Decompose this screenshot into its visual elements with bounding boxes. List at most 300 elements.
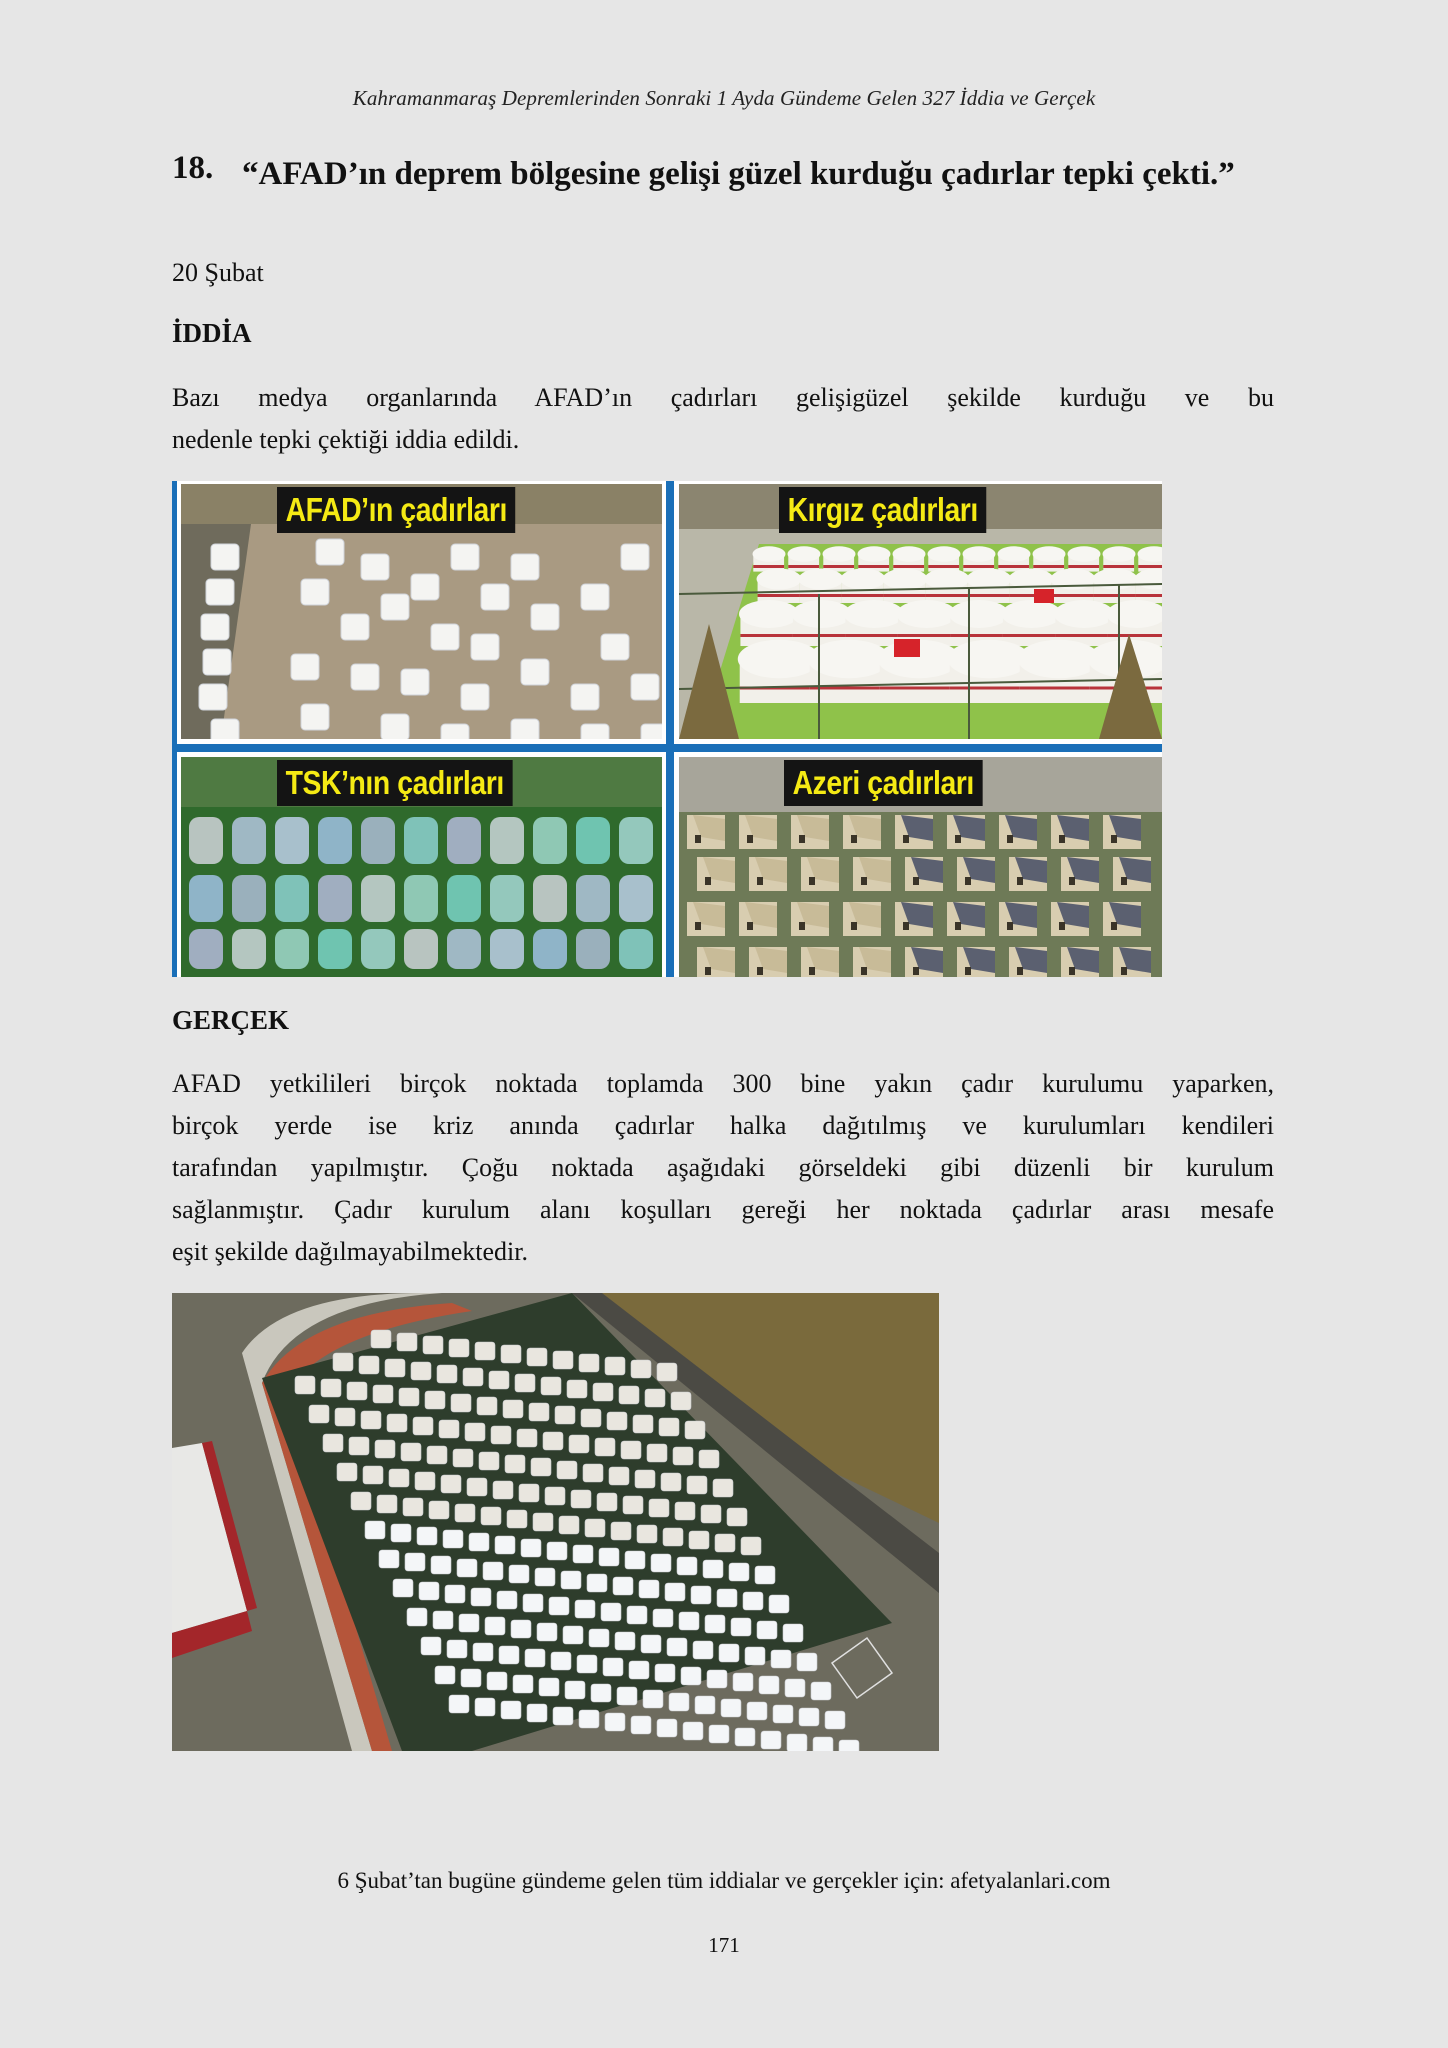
tent-shape (381, 714, 409, 739)
afad-tent (825, 1711, 845, 1729)
afad-tent (499, 1646, 519, 1664)
item-title: “AFAD’ın deprem bölgesine gelişi güzel kurduğu çadırlar tepki çekti.” (242, 156, 1235, 192)
claim-paragraph (172, 377, 1274, 461)
collage-divider-horizontal (172, 744, 1162, 752)
yurt-trim (928, 565, 959, 568)
afad-tent (733, 1673, 753, 1691)
tent-comparison-collage (172, 481, 1162, 977)
afad-tent (653, 1609, 673, 1627)
afad-tent (449, 1339, 469, 1357)
afad-tent (469, 1533, 489, 1551)
tent-door (1121, 967, 1127, 975)
running-header: Kahramanmaraş Depremlerinden Sonraki 1 Ayda Gündeme Gelen 327 İddia ve Gerçek (352, 86, 1096, 110)
afad-tent (811, 1682, 831, 1700)
tent-shape (581, 724, 609, 739)
afad-tent (373, 1385, 393, 1403)
afad-tent (703, 1560, 723, 1578)
afad-tent (587, 1574, 607, 1592)
afad-tent (611, 1522, 631, 1540)
tent-shape (301, 704, 329, 730)
yurt-trim (842, 594, 884, 597)
afad-tent (707, 1670, 727, 1688)
tent-door (861, 877, 867, 885)
afad-tent (637, 1525, 657, 1543)
afad-tent (475, 1342, 495, 1360)
afad-tent (359, 1356, 379, 1374)
yurt-trim (893, 565, 924, 568)
tent-door (1017, 967, 1023, 975)
afad-tent (463, 1368, 483, 1386)
yurt-trim (1068, 565, 1099, 568)
tent-door (799, 922, 805, 930)
afad-tent (705, 1615, 725, 1633)
afad-tent (475, 1698, 495, 1716)
afad-tent (677, 1557, 697, 1575)
yurt-trim (968, 594, 1010, 597)
afad-tent (569, 1435, 589, 1453)
tent-door (913, 967, 919, 975)
afad-tent (619, 1386, 639, 1404)
afad-tent (581, 1409, 601, 1427)
afad-tent (553, 1351, 573, 1369)
panel-label-azeri: Azeri çadırları (784, 760, 982, 806)
afad-tent (717, 1589, 737, 1607)
tent-shape (601, 634, 629, 660)
tunnel-tent (189, 817, 223, 864)
afad-tent (491, 1426, 511, 1444)
tent-door (747, 922, 753, 930)
tent-shape (211, 544, 239, 570)
tent-shape (511, 554, 539, 580)
afad-tent (649, 1499, 669, 1517)
tent-shape (341, 614, 369, 640)
tunnel-tent (533, 875, 567, 922)
afad-tent (747, 1702, 767, 1720)
tent-shape (301, 579, 329, 605)
afad-tent (583, 1464, 603, 1482)
afad-tent (575, 1600, 595, 1618)
afad-tent (605, 1357, 625, 1375)
fact-paragraph (172, 1063, 1274, 1273)
afad-tent (531, 1458, 551, 1476)
afad-tent (457, 1559, 477, 1577)
afad-tent (377, 1495, 397, 1513)
tunnel-tent (232, 817, 266, 864)
fact-line: sağlanmıştır. Çadır kurulum alanı koşulları gereği her noktada çadırlar arası mesafe (172, 1195, 1274, 1224)
afad-tent (699, 1450, 719, 1468)
afad-tent (429, 1501, 449, 1519)
afad-tent (771, 1650, 791, 1668)
tent-door (695, 835, 701, 843)
afad-tent (487, 1672, 507, 1690)
yurt-roof (792, 600, 852, 628)
tent-shape (471, 634, 499, 660)
afad-tent (411, 1362, 431, 1380)
yurt-trim (788, 565, 819, 568)
yurt-trim (963, 565, 994, 568)
afad-tent (437, 1365, 457, 1383)
tent-door (1017, 877, 1023, 885)
afad-tent (567, 1380, 587, 1398)
tent-door (903, 835, 909, 843)
afad-tent (335, 1408, 355, 1426)
tent-door (1007, 835, 1013, 843)
afad-tent (691, 1586, 711, 1604)
afad-tent (613, 1577, 633, 1595)
afad-tent (391, 1524, 411, 1542)
item-number: 18. (172, 150, 214, 186)
flag-shape (1034, 589, 1054, 603)
afad-tent (799, 1708, 819, 1726)
tent-door (809, 967, 815, 975)
afad-tent (627, 1606, 647, 1624)
afad-tent (505, 1455, 525, 1473)
afad-tent (455, 1504, 475, 1522)
afad-tent (685, 1421, 705, 1439)
afad-tent (813, 1737, 833, 1751)
afad-tent (539, 1678, 559, 1696)
afad-tent (633, 1415, 653, 1433)
afad-tent (497, 1591, 517, 1609)
yurt-roof (963, 546, 996, 561)
yurt-trim (1094, 594, 1136, 597)
yurt-trim (758, 594, 800, 597)
tent-door (913, 877, 919, 885)
afad-tent (361, 1411, 381, 1429)
yurt-roof (799, 569, 844, 590)
afad-tent (337, 1463, 357, 1481)
tent-door (1111, 835, 1117, 843)
yurt-roof (998, 546, 1031, 561)
tunnel-tent (619, 817, 653, 864)
afad-tent (687, 1476, 707, 1494)
tent-door (955, 922, 961, 930)
afad-tent (573, 1545, 593, 1563)
tent-door (757, 877, 763, 885)
afad-tent (403, 1498, 423, 1516)
afad-tent (735, 1728, 755, 1746)
yurt-trim (950, 687, 1027, 690)
afad-tent (615, 1632, 635, 1650)
afad-tent (657, 1363, 677, 1381)
tent-shape (531, 604, 559, 630)
tent-shape (411, 574, 439, 600)
tunnel-tent (275, 817, 309, 864)
afad-tent (665, 1583, 685, 1601)
tunnel-tent (490, 817, 524, 864)
afad-tent (537, 1623, 557, 1641)
yurt-roof (893, 546, 926, 561)
afad-tent (673, 1447, 693, 1465)
afad-tent (405, 1553, 425, 1571)
afad-tent (501, 1345, 521, 1363)
tent-shape (201, 614, 229, 640)
afad-tent (551, 1652, 571, 1670)
tent-door (965, 967, 971, 975)
afad-tent (333, 1353, 353, 1371)
tent-shape (481, 584, 509, 610)
afad-tent (757, 1621, 777, 1639)
tunnel-tent (490, 929, 524, 969)
afad-tent (625, 1551, 645, 1569)
tent-door (705, 967, 711, 975)
afad-tent (561, 1571, 581, 1589)
afad-tent (503, 1400, 523, 1418)
yurt-roof (1002, 600, 1062, 628)
tent-door (851, 835, 857, 843)
tent-door (1111, 922, 1117, 930)
afad-tent (597, 1493, 617, 1511)
afad-tent (675, 1502, 695, 1520)
claim-heading: İDDİA (172, 318, 252, 348)
tent-shape (316, 539, 344, 565)
yurt-roof (823, 546, 856, 561)
yurt-trim (793, 634, 849, 637)
afad-tent (449, 1695, 469, 1713)
afad-tent (423, 1336, 443, 1354)
afad-tent (553, 1707, 573, 1725)
tunnel-tent (189, 929, 223, 969)
yurt-trim (1136, 594, 1162, 597)
tent-door (851, 922, 857, 930)
fact-line: tarafından yapılmıştır. Çoğu noktada aşağıdaki görseldeki gibi düzenli bir kurulum (172, 1153, 1274, 1182)
afad-tent (365, 1521, 385, 1539)
azeri-tents-photo (679, 757, 1162, 977)
tent-door (1007, 922, 1013, 930)
afad-tent (595, 1438, 615, 1456)
afad-tent (453, 1449, 473, 1467)
afad-tent (643, 1690, 663, 1708)
yurt-trim (858, 565, 889, 568)
afad-tent (529, 1403, 549, 1421)
afad-tent (389, 1469, 409, 1487)
tent-shape (441, 724, 469, 739)
tent-door (1069, 877, 1075, 885)
afad-tent (479, 1452, 499, 1470)
afad-tent (441, 1475, 461, 1493)
collage-divider-vertical (666, 481, 674, 977)
fact-heading: GERÇEK (172, 1005, 290, 1035)
afad-tent (773, 1705, 793, 1723)
yurt-trim (845, 634, 901, 637)
afad-tent (745, 1647, 765, 1665)
afad-tent (371, 1330, 391, 1348)
tent-shape (451, 544, 479, 570)
afad-tent (363, 1466, 383, 1484)
tunnel-tent (576, 929, 610, 969)
tent-door (757, 967, 763, 975)
tent-shape (291, 654, 319, 680)
afad-tent (639, 1580, 659, 1598)
yurt-roof (1103, 546, 1136, 561)
afad-tent (415, 1472, 435, 1490)
afad-tent (541, 1377, 561, 1395)
afad-tent (603, 1658, 623, 1676)
yurt-roof (757, 569, 802, 590)
afad-tent (399, 1388, 419, 1406)
afad-tent (797, 1653, 817, 1671)
tent-door (1121, 877, 1127, 885)
afad-tent (425, 1391, 445, 1409)
afad-tent (517, 1429, 537, 1447)
tent-shape (431, 624, 459, 650)
tunnel-tent (619, 875, 653, 922)
tunnel-tent (318, 929, 352, 969)
afad-tent (607, 1412, 627, 1430)
yurt-trim (1052, 594, 1094, 597)
afad-tent (715, 1534, 735, 1552)
fact-line: AFAD yetkilileri birçok noktada toplamda 300 bine yakın çadır kurulumu yaparken, (172, 1069, 1274, 1098)
afad-tent (515, 1374, 535, 1392)
afad-tent (507, 1510, 527, 1528)
afad-tent (617, 1687, 637, 1705)
afad-tent (451, 1394, 471, 1412)
afad-tent (645, 1389, 665, 1407)
afad-tent (387, 1414, 407, 1432)
afad-tent (579, 1354, 599, 1372)
tent-shape (206, 579, 234, 605)
tunnel-tent (275, 929, 309, 969)
tent-door (1069, 967, 1075, 975)
afad-tent (467, 1478, 487, 1496)
afad-tent (471, 1588, 491, 1606)
tent-door (809, 877, 815, 885)
panel-label-afad: AFAD’ın çadırları (277, 487, 516, 533)
fact-line: eşit şekilde dağılmayabilmektedir. (172, 1237, 528, 1266)
afad-tent (489, 1371, 509, 1389)
fact-line: birçok yerde ise kriz anında çadırlar halka dağıtılmış ve kurulumları kendileri (172, 1111, 1274, 1140)
afad-tent (435, 1666, 455, 1684)
tent-shape (351, 664, 379, 690)
yurt-roof (925, 569, 970, 590)
afad-tent (565, 1681, 585, 1699)
afad-tent (695, 1696, 715, 1714)
afad-tent (443, 1530, 463, 1548)
claim-line: nedenle tepki çektiği iddia edildi. (172, 425, 520, 454)
afad-tent (783, 1624, 803, 1642)
afad-tent (729, 1563, 749, 1581)
afad-tent (511, 1620, 531, 1638)
afad-tent (545, 1487, 565, 1505)
yurt-trim (1055, 634, 1111, 637)
afad-tent (309, 1405, 329, 1423)
tent-door (1059, 835, 1065, 843)
afad-tent (347, 1382, 367, 1400)
afad-tent (585, 1519, 605, 1537)
yurt-roof (883, 569, 928, 590)
afad-tent (465, 1423, 485, 1441)
afad-tent (743, 1592, 763, 1610)
tent-door (965, 877, 971, 885)
afad-tent (523, 1594, 543, 1612)
yurt-trim (926, 594, 968, 597)
afad-tent (563, 1626, 583, 1644)
yurt-trim (880, 687, 957, 690)
afad-tent (671, 1392, 691, 1410)
yurt-trim (1138, 565, 1162, 568)
afad-tent (559, 1516, 579, 1534)
afad-tent (477, 1397, 497, 1415)
item-title-block (172, 150, 1274, 198)
afad-tent (667, 1638, 687, 1656)
flag-shape (894, 639, 920, 657)
afad-tent (407, 1608, 427, 1626)
yurt-trim (950, 634, 1006, 637)
afad-tent (323, 1434, 343, 1452)
afad-tent (439, 1420, 459, 1438)
afad-tent (605, 1713, 625, 1731)
afad-tent (647, 1444, 667, 1462)
afad-tent (459, 1614, 479, 1632)
tent-shape (571, 684, 599, 710)
yurt-roof (949, 600, 1009, 628)
afad-tent (631, 1360, 651, 1378)
tent-shape (199, 684, 227, 710)
tent-door (747, 835, 753, 843)
tunnel-tent (189, 875, 223, 922)
afad-tent (577, 1655, 597, 1673)
tent-shape (521, 659, 549, 685)
yurt-trim (1020, 687, 1097, 690)
afad-tent (623, 1496, 643, 1514)
tunnel-tent (404, 817, 438, 864)
afad-tent (397, 1333, 417, 1351)
tunnel-tent (361, 875, 395, 922)
footer-note: 6 Şubat’tan bugüne gündeme gelen tüm iddialar ve gerçekler için: afetyalanlari.com (337, 1868, 1111, 1893)
afad-tent (445, 1585, 465, 1603)
afad-tent (631, 1716, 651, 1734)
afad-tent (785, 1679, 805, 1697)
afad-tent (493, 1481, 513, 1499)
tunnel-tent (447, 817, 481, 864)
yurt-roof (1033, 546, 1066, 561)
afad-tent (755, 1566, 775, 1584)
afad-tents-photo (181, 484, 662, 739)
tunnel-tent (275, 875, 309, 922)
yurt-trim (800, 594, 842, 597)
afad-tent (481, 1507, 501, 1525)
yurt-trim (898, 634, 954, 637)
afad-tent (635, 1470, 655, 1488)
afad-tent (659, 1418, 679, 1436)
tent-door (903, 922, 909, 930)
afad-camp-aerial-photo (172, 1293, 939, 1751)
afad-tent (609, 1467, 629, 1485)
afad-tent (527, 1348, 547, 1366)
yurt-roof (897, 600, 957, 628)
afad-tent (473, 1643, 493, 1661)
afad-tent (669, 1693, 689, 1711)
tent-door (1059, 922, 1065, 930)
afad-tent (629, 1661, 649, 1679)
tunnel-tent (361, 817, 395, 864)
afad-tent (321, 1379, 341, 1397)
tent-shape (511, 719, 539, 739)
tunnel-tent (232, 875, 266, 922)
afad-tent (549, 1597, 569, 1615)
tsk-tents-photo (181, 757, 662, 977)
afad-tent (419, 1582, 439, 1600)
afad-tent (533, 1513, 553, 1531)
yurt-roof (1054, 600, 1114, 628)
yurt-roof (858, 546, 891, 561)
yurt-trim (1003, 634, 1059, 637)
afad-tent (727, 1508, 747, 1526)
tent-shape (581, 584, 609, 610)
tunnel-tent (576, 875, 610, 922)
afad-tent (513, 1675, 533, 1693)
afad-tent (769, 1595, 789, 1613)
